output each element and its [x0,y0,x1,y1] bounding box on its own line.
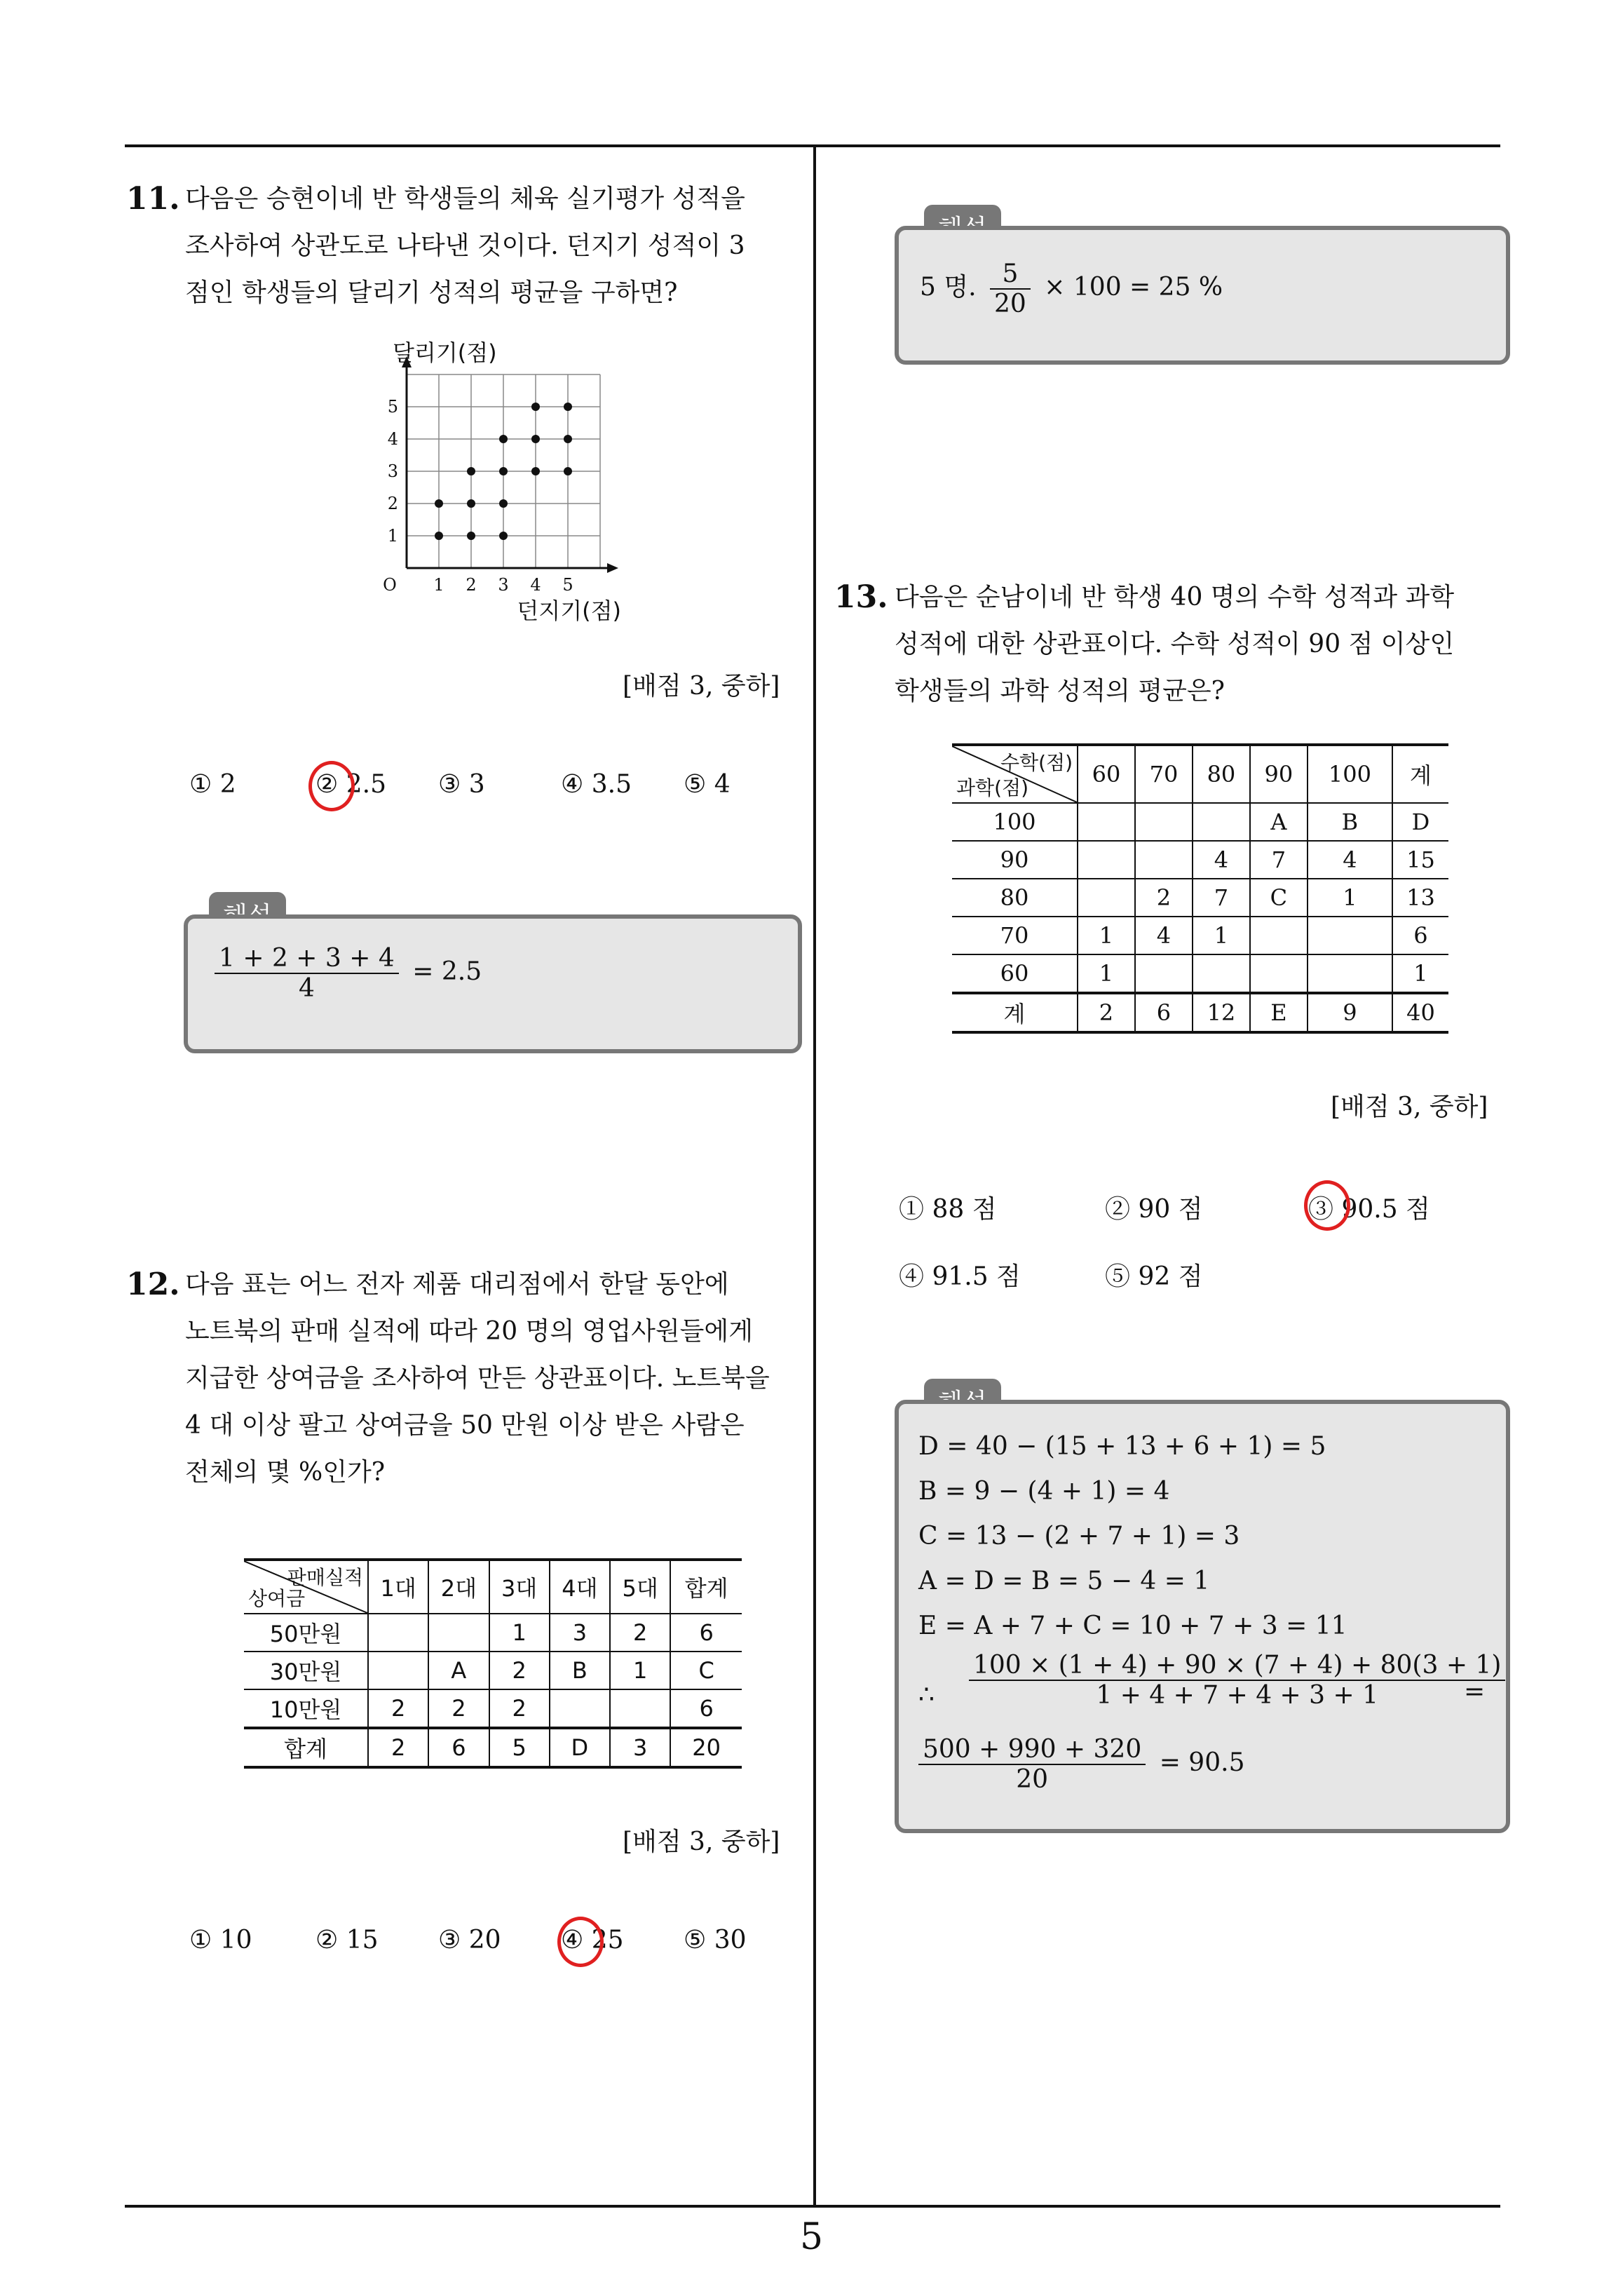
data-point [564,403,572,411]
q13-points: [배점 3, 중하] [1331,1093,1488,1121]
corner-bottom-label: 상여금 [248,1587,306,1610]
bottom-rule [125,2205,1500,2208]
solution-line: B = 9 − (4 + 1) = 4 [918,1477,1170,1506]
q13-text [895,574,1454,715]
q11-number: 11. [126,181,180,217]
origin-label: O [383,575,397,595]
table-cell: 2 [368,1689,428,1728]
q12-line: 전체의 몇 %인가? [185,1458,386,1487]
q11-solution-box [184,914,802,1053]
solution-result: × 100 = 25 % [1044,273,1223,302]
column-header: 5대 [610,1560,670,1614]
column-header: 2대 [428,1560,489,1614]
table-row [244,1614,742,1652]
table-cell: 7 [1193,879,1250,917]
y-tick-label: 5 [387,397,398,417]
choice[interactable]: ③ 90.5 점 [1308,1195,1430,1224]
column-header: 3대 [489,1560,550,1614]
corner-top-label: 수학(점) [1000,751,1073,774]
table-cell: E [1250,993,1308,1032]
choice[interactable]: ⑤ 4 [684,770,731,799]
choice[interactable]: ④ 91.5 점 [899,1262,1021,1291]
data-point [435,499,443,508]
table-cell: B [1308,803,1392,841]
data-point [435,532,443,540]
q11-line: 점인 학생들의 달리기 성적의 평균을 구하면? [185,278,678,307]
table-row [244,1689,742,1728]
corner-top-label: 판매실적 [287,1566,363,1589]
q12-solution-box [895,226,1510,365]
row-label: 60 [952,954,1078,993]
table-cell: 9 [1308,993,1392,1032]
table-cell [1135,803,1193,841]
q13-line: 학생들의 과학 성적의 평균은? [895,677,1225,705]
q11-line: 조사하여 상관도로 나타낸 것이다. 던지기 성적이 3 [185,231,745,260]
column-header: 100 [1308,745,1392,803]
table-cell [1078,879,1135,917]
data-point [564,467,572,475]
table-cell: C [1250,879,1308,917]
data-point [499,532,508,540]
table-cell: A [1250,803,1308,841]
q12-solution [920,259,1223,318]
q11-text [185,175,745,316]
table-row [244,1728,742,1767]
fraction-denominator: 4 [298,974,315,1003]
top-rule [125,144,1500,147]
table-cell [428,1614,489,1652]
table-cell [1135,954,1193,993]
table-cell: 3 [610,1728,670,1767]
choice[interactable]: ② 90 점 [1105,1195,1203,1224]
table-cell: C [670,1652,742,1689]
choice[interactable]: ② 2.5 [315,770,386,799]
fraction-numerator: 1 + 2 + 3 + 4 [215,944,399,974]
column-header: 90 [1250,745,1308,803]
table-row [952,917,1448,954]
row-label: 50만원 [244,1614,368,1652]
data-point [564,435,572,443]
table-cell: 7 [1250,841,1308,879]
table-cell: 1 [1308,879,1392,917]
q13-number: 13. [834,579,888,615]
solution-fraction [918,1735,1244,1794]
x-tick-label: 1 [433,575,444,595]
y-axis-label: 달리기(점) [393,339,497,366]
q12-line: 다음 표는 어느 전자 제품 대리점에서 한달 동안에 [185,1270,729,1299]
table-cell [1193,954,1250,993]
fraction-denominator: 20 [1016,1765,1049,1794]
table-cell: 15 [1392,841,1448,879]
data-point [499,467,508,475]
x-tick-label: 3 [498,575,509,595]
fraction-numerator: 5 [990,259,1031,290]
table-cell: 4 [1308,841,1392,879]
data-point [531,403,540,411]
choice[interactable]: ① 2 [189,770,236,799]
column-header: 70 [1135,745,1193,803]
fraction-denominator: 1 + 4 + 7 + 4 + 3 + 1 [1096,1681,1379,1710]
data-point [467,467,475,475]
table-cell: 2 [489,1652,550,1689]
table-cell: 6 [1135,993,1193,1032]
x-tick-label: 5 [562,575,573,595]
q12-text [185,1261,770,1496]
table-cell: A [428,1652,489,1689]
choice[interactable]: ⑤ 30 [684,1926,747,1954]
q12-points: [배점 3, 중하] [623,1828,780,1856]
row-label: 합계 [244,1728,368,1767]
q12-correlation-table [244,1558,742,1769]
q12-line: 4 대 이상 팔고 상여금을 50 만원 이상 받은 사람은 [185,1411,745,1440]
x-axis-label: 던지기(점) [517,597,621,624]
table-cell [1308,917,1392,954]
data-point [499,499,508,508]
answer-circle-mark [308,761,355,811]
solution-result: = 90.5 [1159,1748,1245,1777]
fraction-denominator: 20 [994,290,1026,318]
table-row [952,993,1448,1032]
table-cell [1250,917,1308,954]
row-label: 70 [952,917,1078,954]
table-cell: 6 [670,1689,742,1728]
table-cell [610,1689,670,1728]
solution-line: E = A + 7 + C = 10 + 7 + 3 = 11 [918,1612,1347,1640]
table-cell [1193,803,1250,841]
table-cell: 6 [1392,917,1448,954]
table-row [952,841,1448,879]
q13-solution-box [895,1400,1510,1833]
table-cell [1250,954,1308,993]
table-cell: 2 [428,1689,489,1728]
choice[interactable]: ③ 3 [438,770,485,799]
x-axis-arrow [607,563,618,573]
table-cell: 1 [1392,954,1448,993]
solution-prefix: 5 명. [920,273,977,302]
table-cell [1308,954,1392,993]
column-header: 4대 [550,1560,610,1614]
solution-fraction [969,1651,1505,1710]
data-point [531,467,540,475]
table-cell: 6 [428,1728,489,1767]
column-divider [813,144,816,2206]
q11-solution [209,944,482,1003]
table-cell: 1 [489,1614,550,1652]
y-tick-label: 3 [387,461,398,481]
table-cell: 12 [1193,993,1250,1032]
fraction-numerator: 100 × (1 + 4) + 90 × (7 + 4) + 80(3 + 1) [969,1651,1505,1681]
row-label: 30만원 [244,1652,368,1689]
row-label: 80 [952,879,1078,917]
row-label: 계 [952,993,1078,1032]
column-header: 계 [1392,745,1448,803]
data-point [531,435,540,443]
table-cell: 20 [670,1728,742,1767]
solution-line: A = D = B = 5 − 4 = 1 [918,1567,1210,1595]
answer-circle-mark [557,1917,604,1967]
data-point [467,532,475,540]
table-cell: 1 [1078,954,1135,993]
data-point [499,435,508,443]
solution-line: D = 40 − (15 + 13 + 6 + 1) = 5 [918,1432,1326,1461]
q13-line: 성적에 대한 상관표이다. 수학 성적이 90 점 이상인 [895,630,1455,659]
y-tick-label: 1 [387,526,398,546]
table-cell [1078,803,1135,841]
answer-circle-mark [1304,1180,1350,1231]
data-point [467,499,475,508]
table-cell: 2 [1078,993,1135,1032]
table-cell: D [1392,803,1448,841]
solution-equals: = [1464,1677,1486,1706]
q11-points: [배점 3, 중하] [623,672,780,701]
column-header: 80 [1193,745,1250,803]
choice[interactable]: ⑤ 92 점 [1105,1262,1203,1291]
column-header: 1대 [368,1560,428,1614]
row-label: 90 [952,841,1078,879]
table-cell: D [550,1728,610,1767]
choice[interactable]: ④ 3.5 [561,770,632,799]
table-corner-cell [244,1560,368,1614]
table-cell [368,1652,428,1689]
choice[interactable]: ① 10 [189,1926,252,1954]
row-label: 100 [952,803,1078,841]
corner-bottom-label: 과학(점) [956,776,1028,799]
solution-therefore: ∴ [918,1680,935,1709]
table-cell: 4 [1193,841,1250,879]
fraction-numerator: 500 + 990 + 320 [918,1735,1146,1765]
table-cell: 13 [1392,879,1448,917]
choice[interactable]: ③ 20 [438,1926,501,1954]
table-cell: 1 [1193,917,1250,954]
table-row [952,803,1448,841]
column-header: 합계 [670,1560,742,1614]
table-cell: 6 [670,1614,742,1652]
table-cell: 2 [368,1728,428,1767]
scatter-chart [365,337,687,624]
table-cell: 3 [550,1614,610,1652]
q11-line: 다음은 승현이네 반 학생들의 체육 실기평가 성적을 [185,184,745,213]
y-tick-label: 4 [387,429,398,449]
page-number: 5 [799,2216,824,2258]
choice[interactable]: ① 88 점 [899,1195,997,1224]
q13-line: 다음은 순남이네 반 학생 40 명의 수학 성적과 과학 [895,583,1455,612]
table-row [244,1652,742,1689]
table-cell [1135,841,1193,879]
solution-line: C = 13 − (2 + 7 + 1) = 3 [918,1522,1240,1551]
table-cell: 1 [1078,917,1135,954]
table-cell [550,1689,610,1728]
solution-result: = 2.5 [412,957,482,986]
table-cell [368,1614,428,1652]
table-cell: B [550,1652,610,1689]
row-label: 10만원 [244,1689,368,1728]
table-row [952,954,1448,993]
x-tick-label: 2 [466,575,477,595]
table-cell: 1 [610,1652,670,1689]
x-tick-label: 4 [530,575,541,595]
choice[interactable]: ② 15 [315,1926,379,1954]
table-cell: 40 [1392,993,1448,1032]
q12-number: 12. [126,1267,180,1302]
table-cell: 2 [489,1689,550,1728]
table-cell: 4 [1135,917,1193,954]
choice[interactable]: ④ 25 [561,1926,624,1954]
column-header: 60 [1078,745,1135,803]
table-cell [1078,841,1135,879]
q13-correlation-table [952,743,1448,1034]
table-cell: 2 [1135,879,1193,917]
q12-line: 노트북의 판매 실적에 따라 20 명의 영업사원들에게 [185,1317,753,1346]
q12-line: 지급한 상여금을 조사하여 만든 상관표이다. 노트북을 [185,1364,770,1393]
y-tick-label: 2 [387,494,398,513]
table-corner-cell [952,745,1078,803]
table-cell: 5 [489,1728,550,1767]
table-row [952,879,1448,917]
table-cell: 2 [610,1614,670,1652]
